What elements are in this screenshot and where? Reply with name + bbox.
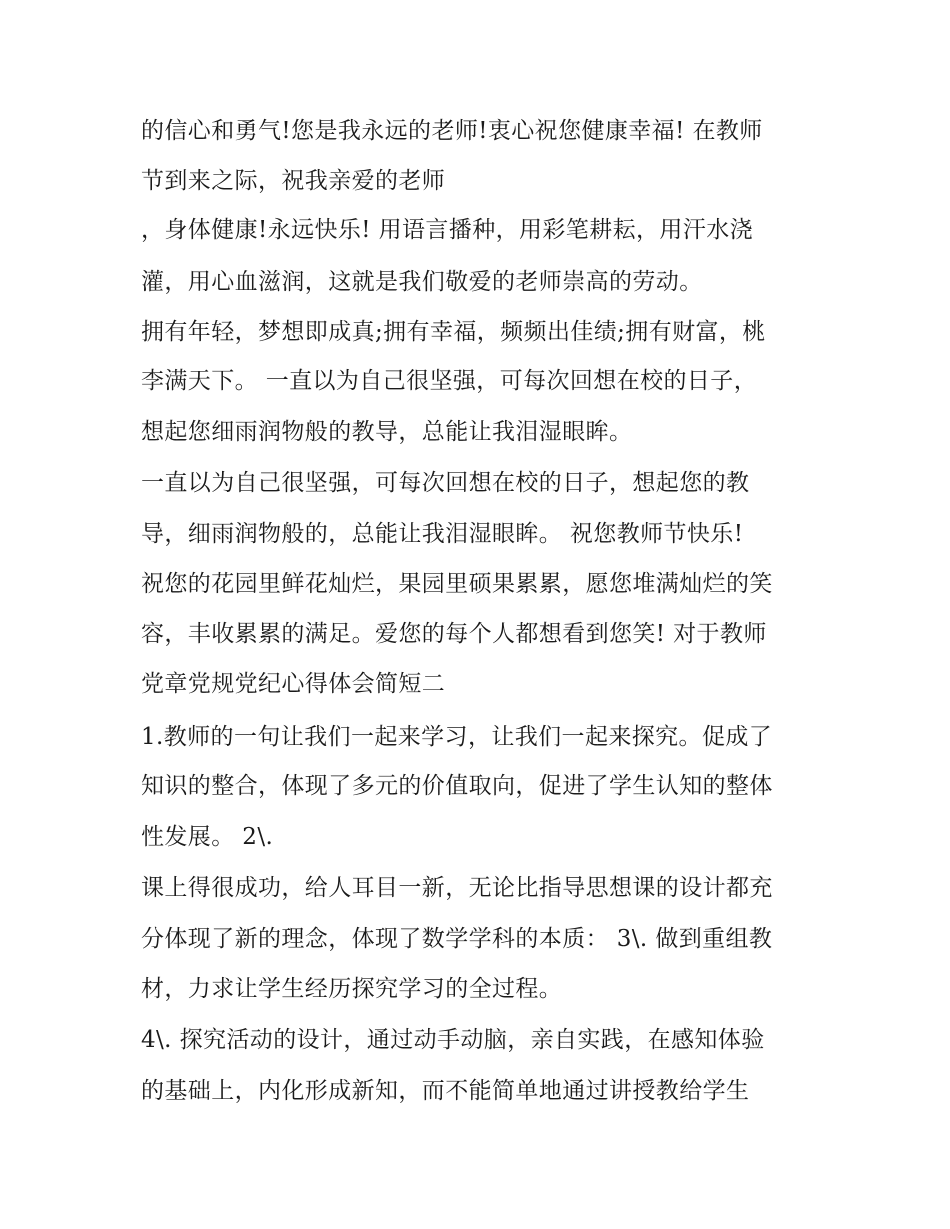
text-line: 节到来之际，祝我亲爱的老师 bbox=[141, 168, 446, 194]
text-line: 想起您细雨润物般的教导，总能让我泪湿眼眸。 bbox=[141, 419, 633, 445]
text-line: 课上得很成功，给人耳目一新，无论比指导思想课的设计都充 bbox=[141, 875, 773, 901]
text-line: 4\. 探究活动的设计，通过动手动脑，亲自实践，在感知体验 bbox=[141, 1027, 765, 1053]
text-line: 一直以为自己很坚强，可每次回想在校的日子，想起您的教 bbox=[141, 470, 750, 496]
text-line: 材，力求让学生经历探究学习的全过程。 bbox=[141, 976, 563, 1002]
text-line: 拥有年轻，梦想即成真;拥有幸福，频频出佳绩;拥有财富，桃 bbox=[141, 319, 766, 345]
text-line: 性发展。 2\. bbox=[141, 824, 274, 850]
text-line: 分体现了新的理念，体现了数学学科的本质： 3\. 做到重组教 bbox=[141, 926, 773, 952]
text-line: 1.教师的一句让我们一起来学习，让我们一起来探究。促成了 bbox=[141, 724, 773, 750]
text-line: 灌，用心血滋润，这就是我们敬爱的老师崇高的劳动。 bbox=[141, 269, 703, 295]
text-line: 的信心和勇气!您是我永远的老师!衷心祝您健康幸福! 在教师 bbox=[141, 118, 763, 144]
text-line: 祝您的花园里鲜花灿烂，果园里硕果累累，愿您堆满灿烂的笑 bbox=[141, 571, 773, 597]
text-line: 容，丰收累累的满足。爱您的每个人都想看到您笑! 对于教师 bbox=[141, 621, 767, 647]
text-line: 李满天下。 一直以为自己很坚强，可每次回想在校的日子， bbox=[141, 368, 758, 394]
text-line: 导，细雨润物般的，总能让我泪湿眼眸。 祝您教师节快乐! bbox=[141, 521, 744, 547]
text-line: ，身体健康!永远快乐! 用语言播种，用彩笔耕耘，用汗水浇 bbox=[141, 217, 753, 243]
text-line: 的基础上，内化形成新知，而不能简单地通过讲授教给学生 bbox=[141, 1078, 750, 1104]
section-heading: 党章党规党纪心得体会简短二 bbox=[141, 671, 446, 697]
text-line: 知识的整合，体现了多元的价值取向，促进了学生认知的整体 bbox=[141, 773, 773, 799]
